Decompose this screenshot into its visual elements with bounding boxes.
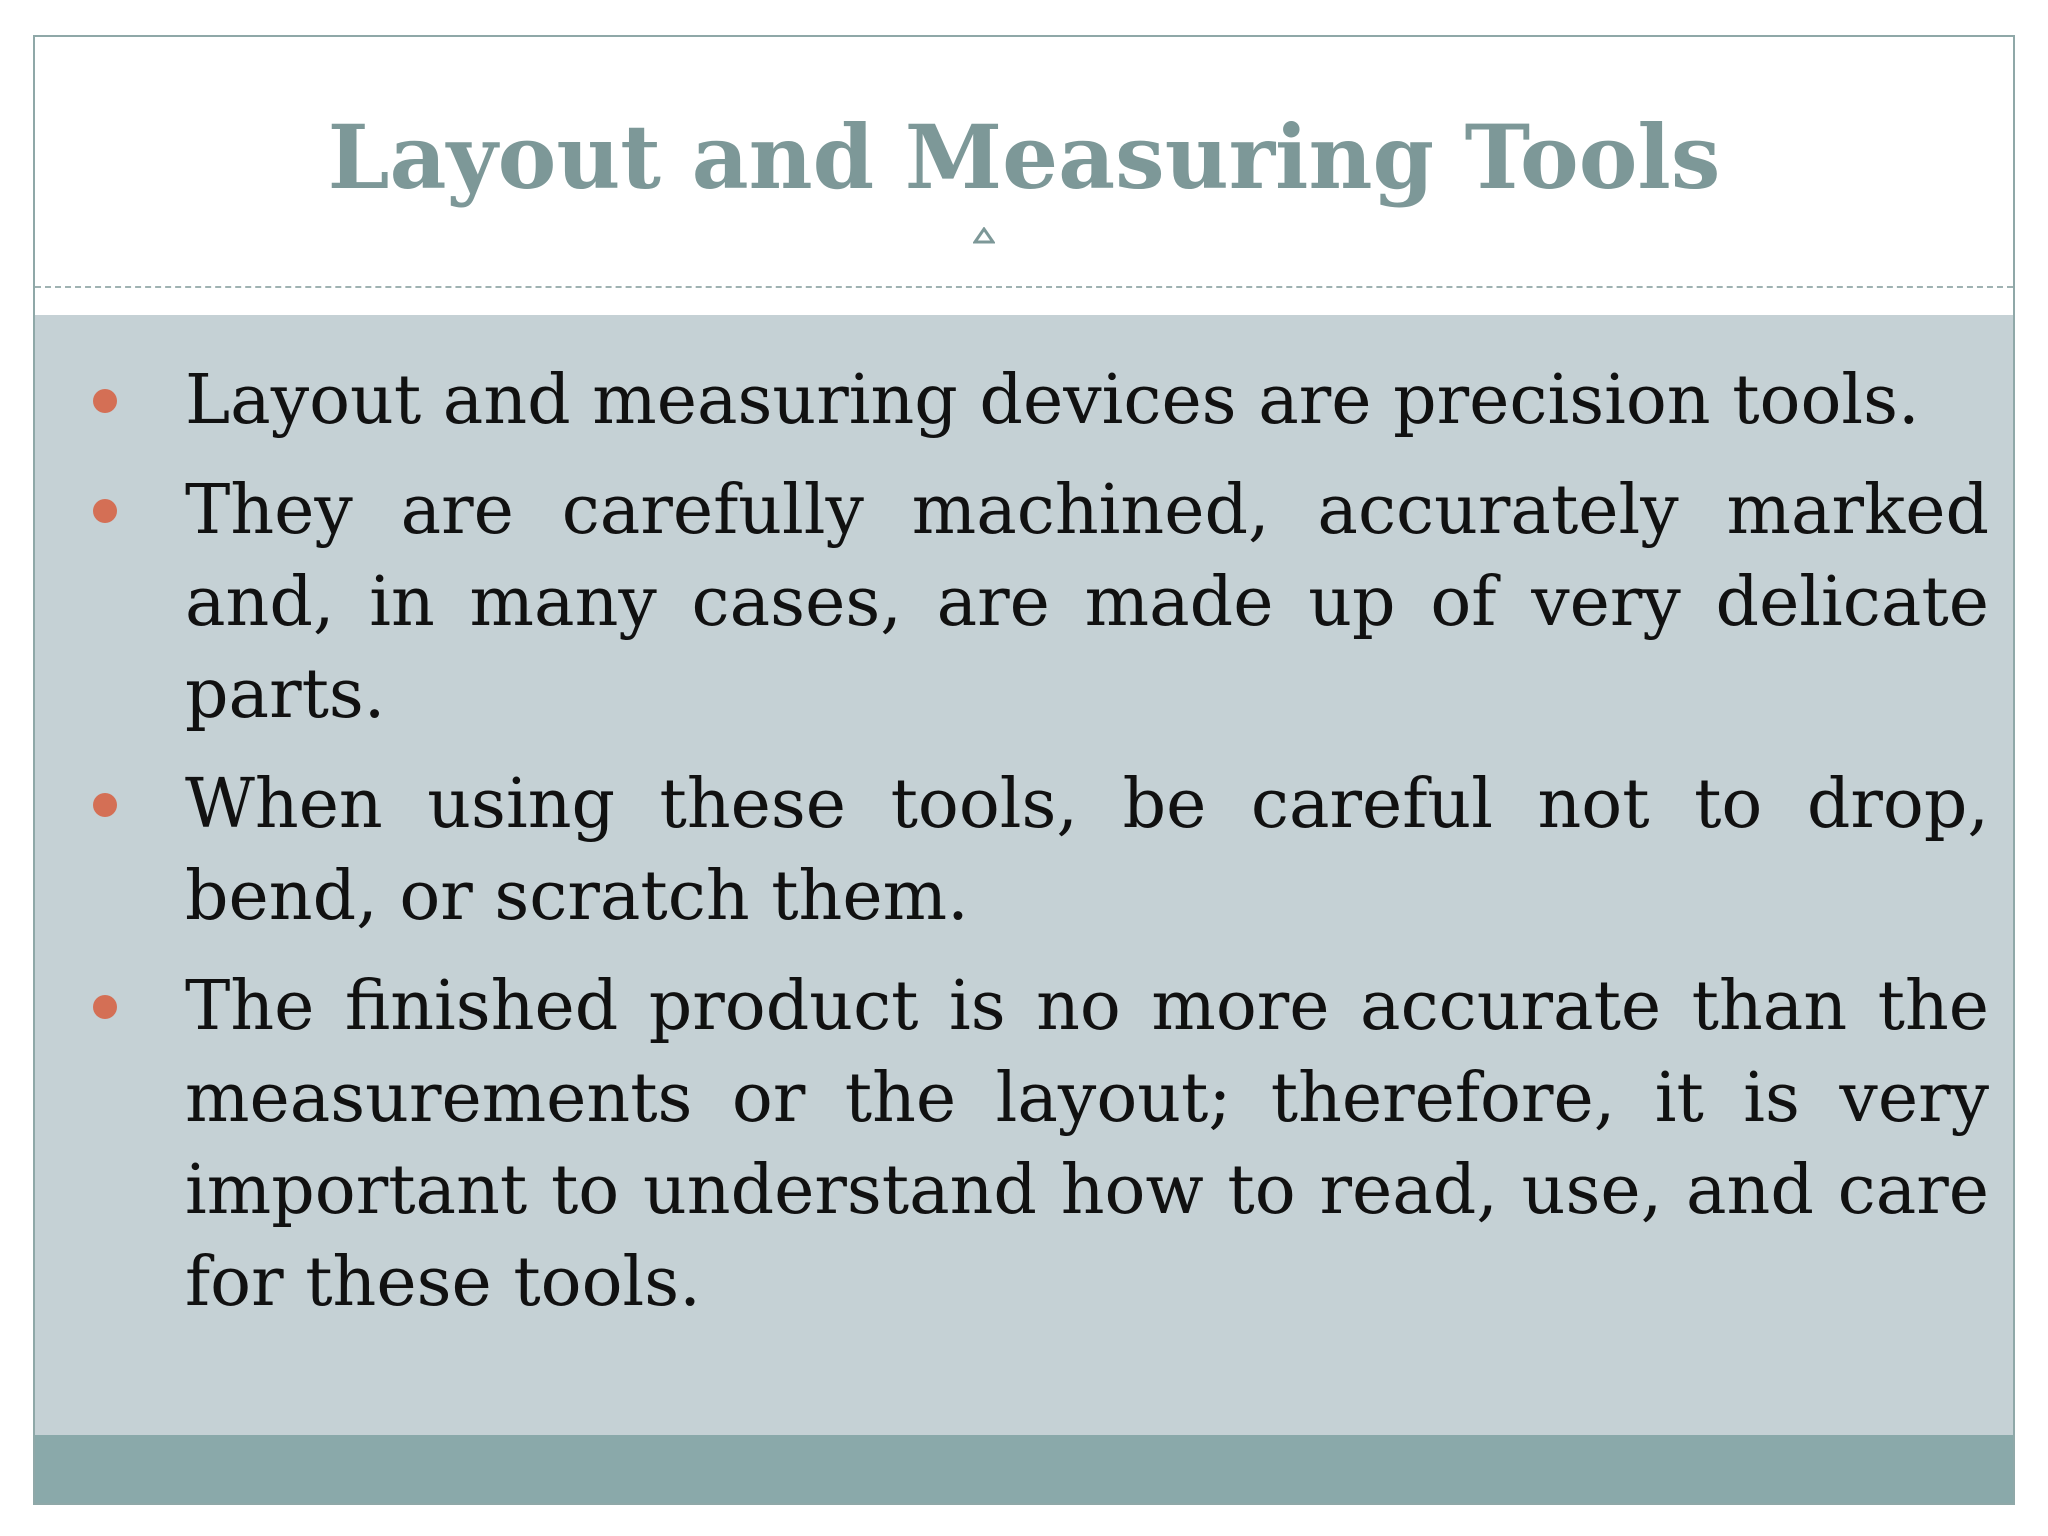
- bullet-list: [93, 355, 1993, 1347]
- bullet-text-1: Layout and measuring devices are precision tools.: [185, 361, 1920, 440]
- footer-band: [35, 1435, 2013, 1505]
- bullet-text-4: The finished product is no more accurate than the measurements or the layout; therefore, it is very important to understand how to read, use, and care for these tools.: [185, 967, 1989, 1322]
- title-area: [35, 37, 2013, 289]
- bullet-item-2: [93, 465, 1989, 741]
- bullet-item-1: [93, 355, 1989, 447]
- round-bullet-icon: [93, 995, 117, 1019]
- content-area: [35, 315, 2013, 1437]
- bullet-text-2: They are carefully machined, accurately marked and, in many cases, are made up of very delicate parts.: [185, 471, 1989, 734]
- bullet-item-3: [93, 759, 1989, 943]
- slide-frame: [33, 35, 2015, 1505]
- round-bullet-icon: [93, 793, 117, 817]
- round-bullet-icon: [93, 389, 117, 413]
- title-divider: [35, 286, 2013, 288]
- slide-title: Layout and Measuring Tools: [327, 105, 1721, 209]
- triangle-ornament-svg: [973, 227, 995, 245]
- round-bullet-icon: [93, 499, 117, 523]
- bullet-item-4: [93, 961, 1989, 1329]
- bullet-text-3: When using these tools, be careful not to drop, bend, or scratch them.: [185, 765, 1989, 936]
